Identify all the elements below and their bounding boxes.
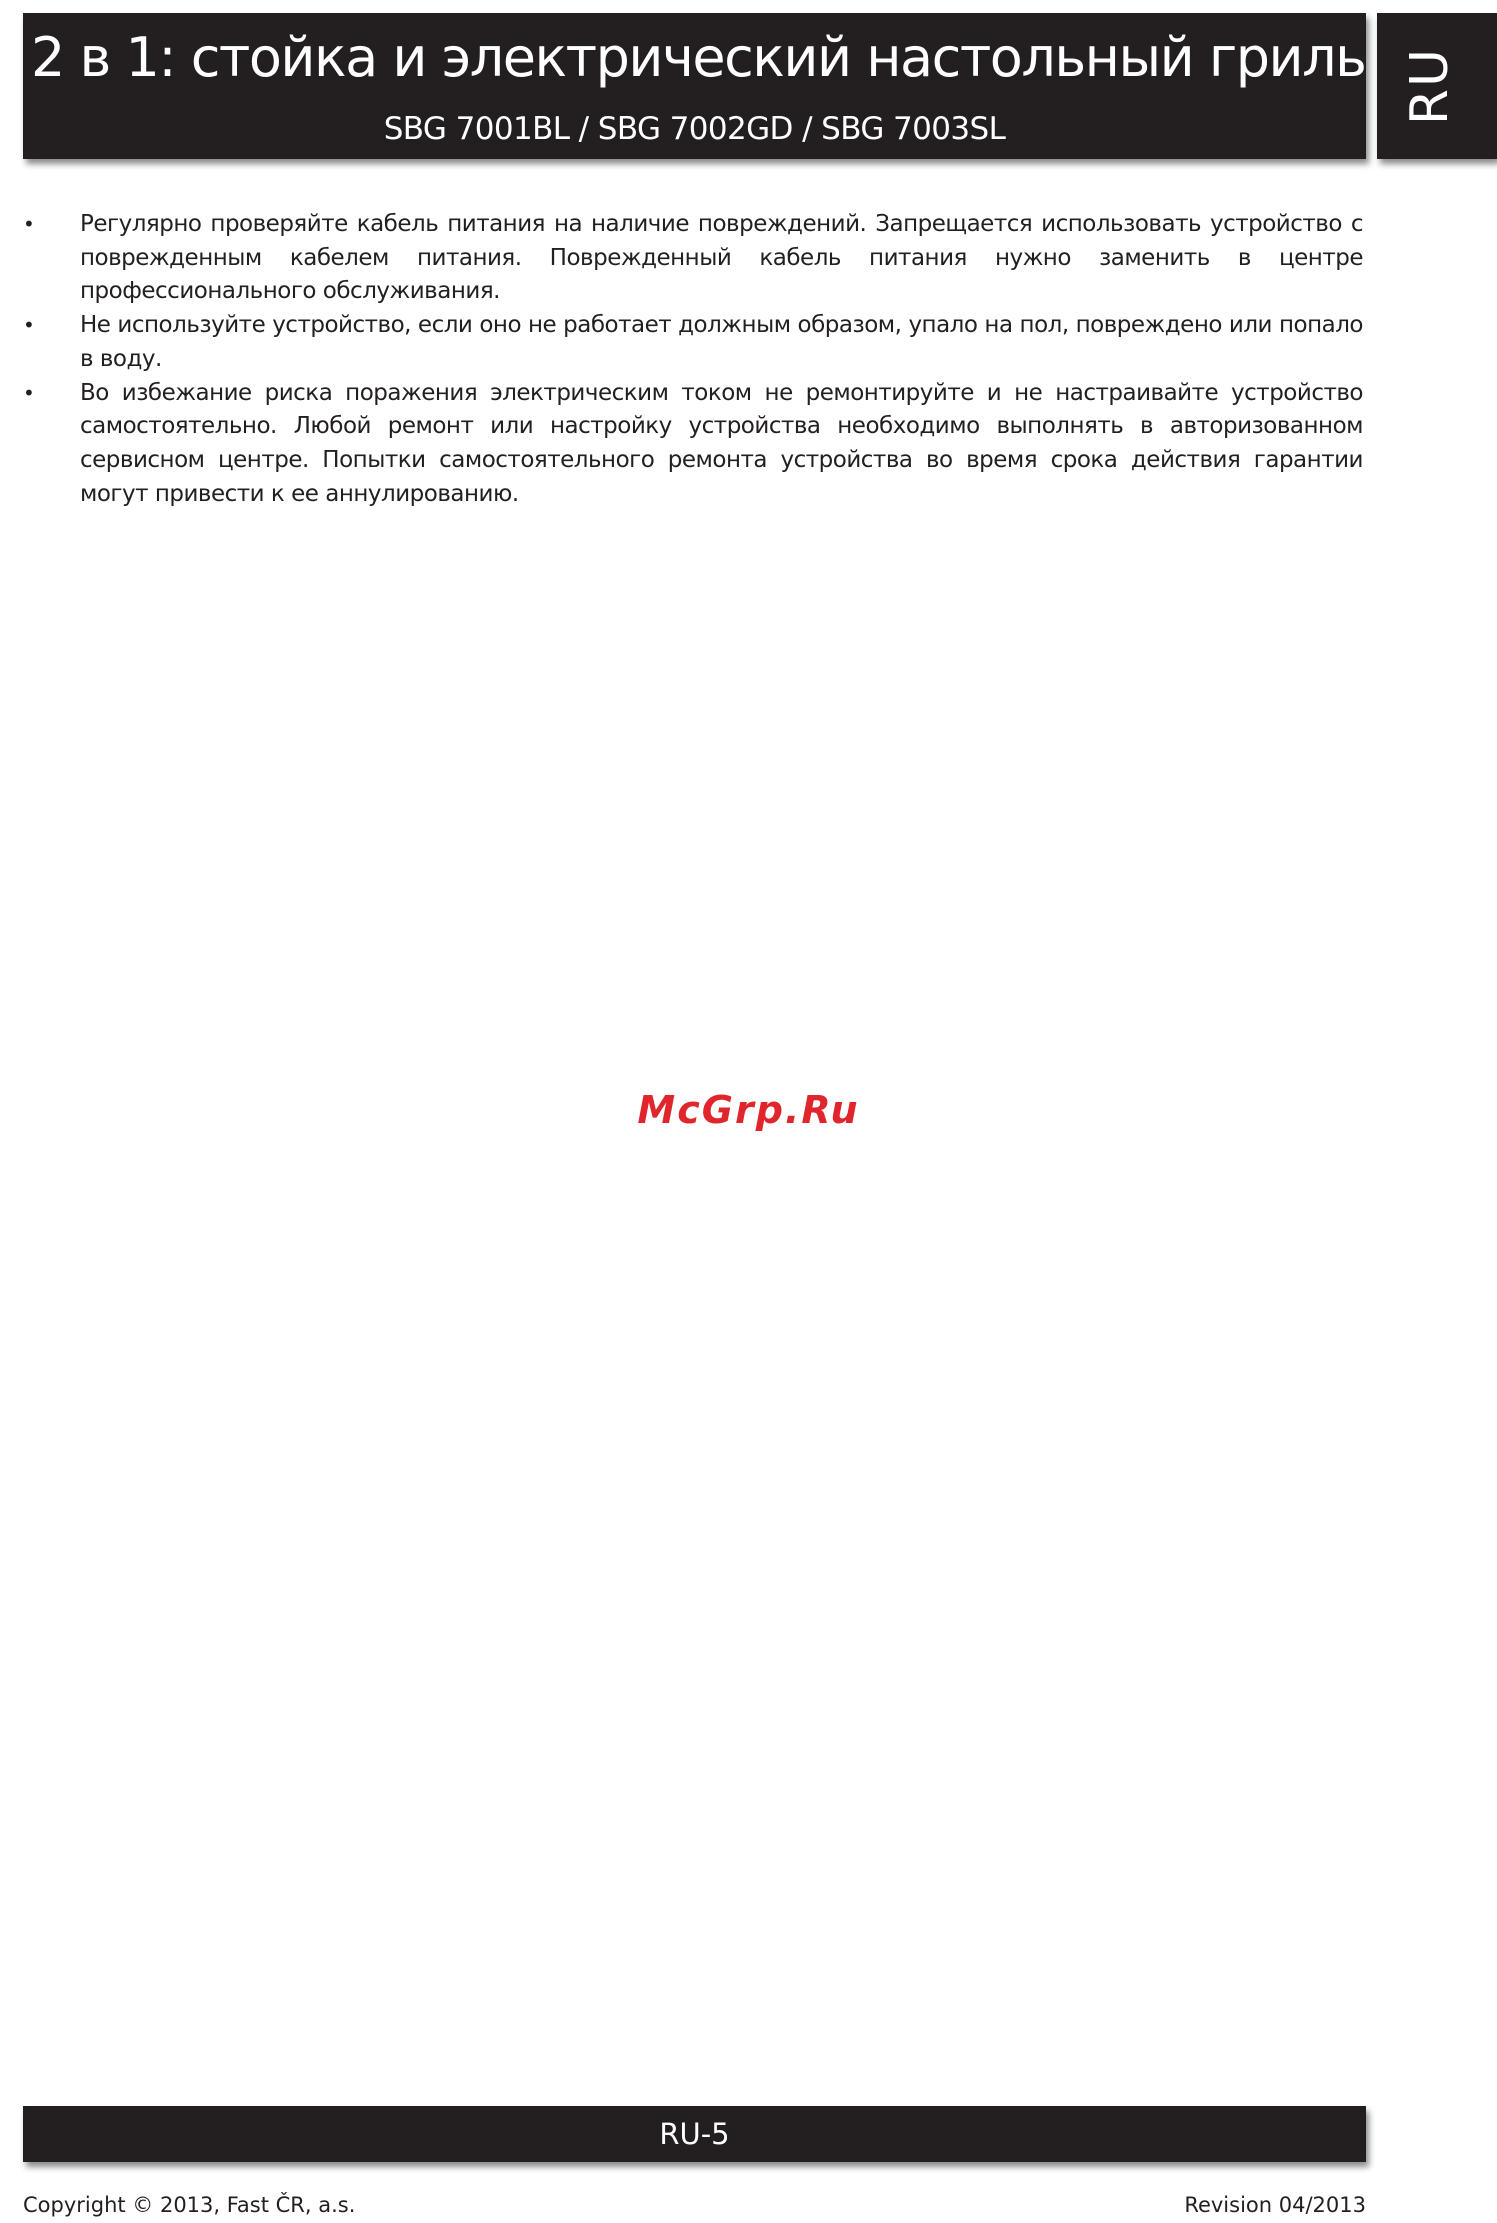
list-item-text: Не используйте устройство, если оно не работает должным образом, упало на пол, повреждено или попало в воду.	[80, 312, 1363, 372]
copyright-text: Copyright © 2013, Fast ČR, a.s.	[23, 2193, 356, 2217]
page-title: 2 в 1: стойка и электрический настольный гриль	[31, 26, 1366, 89]
bullet-icon: •	[23, 212, 35, 236]
bullet-icon: •	[23, 313, 35, 338]
language-code: RU	[1400, 46, 1461, 126]
bullet-icon: •	[23, 380, 35, 405]
page-number: RU-5	[659, 2117, 730, 2151]
watermark: McGrp.Ru	[637, 1088, 860, 1132]
page-header	[23, 13, 1366, 159]
list-item-text: Регулярно проверяйте кабель питания на наличие повреждений. Запрещается использовать устройство с поврежденным кабелем питания. Поврежденный кабель питания нужно заменить в центре профессионального обслуживания.	[80, 211, 1363, 305]
footer-bar	[23, 2106, 1366, 2162]
revision-text: Revision 04/2013	[1184, 2193, 1366, 2217]
safety-instructions	[23, 208, 1363, 511]
list-item	[23, 208, 1363, 309]
list-item	[23, 309, 1363, 376]
model-numbers: SBG 7001BL / SBG 7002GD / SBG 7003SL	[383, 111, 1006, 147]
language-tab	[1377, 13, 1497, 159]
list-item	[23, 377, 1363, 512]
bullet-list	[23, 208, 1363, 511]
list-item-text: Во избежание риска поражения электрическим током не ремонтируйте и не настраивайте устройство самостоятельно. Любой ремонт или настройку устройства необходимо выполнять в авторизованном сервисном центре. Попытки самостоятельного ремонта устройства во время срока действия гарантии могут привести к ее аннулированию.	[80, 379, 1363, 507]
